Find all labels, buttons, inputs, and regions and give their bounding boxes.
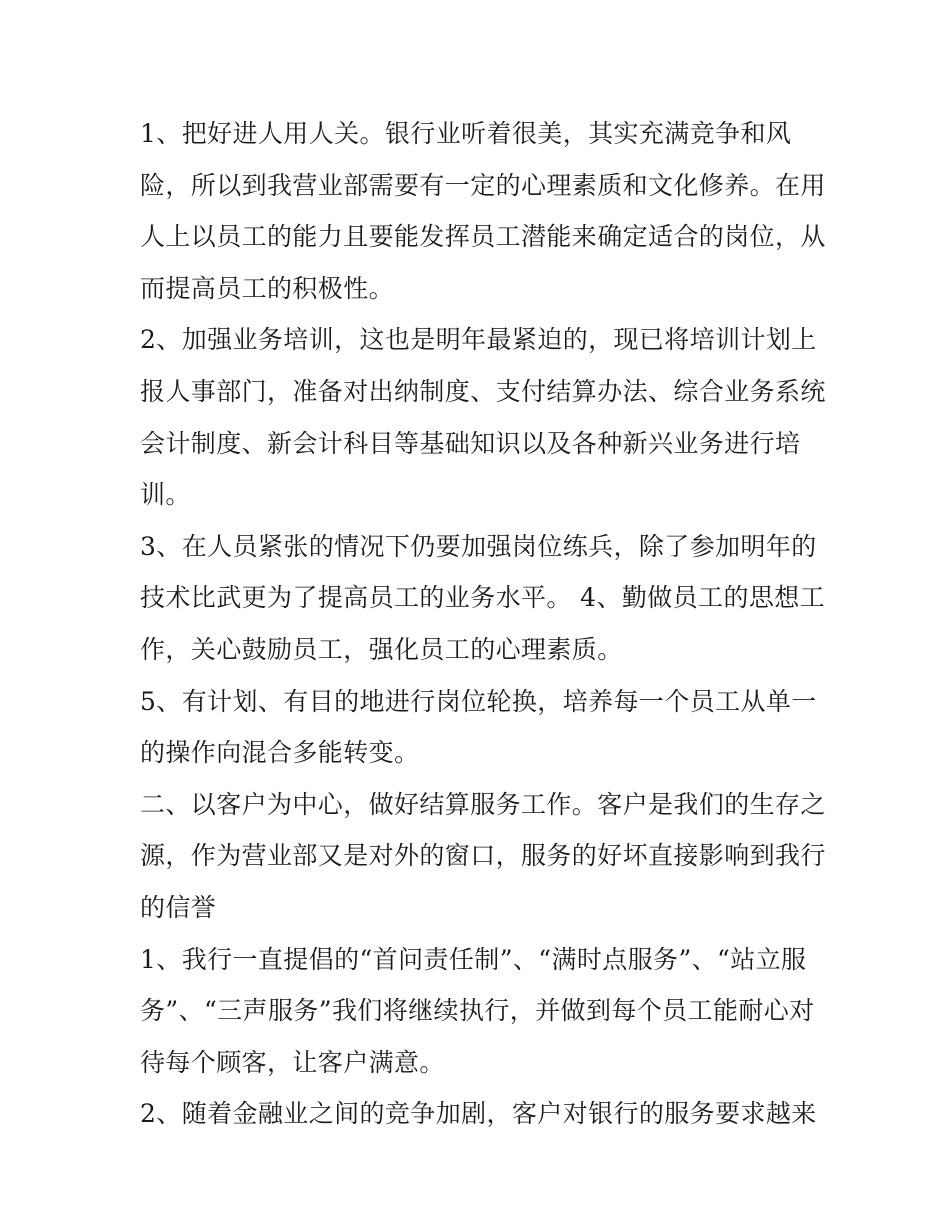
text-line: 的操作向混合多能转变。 (140, 738, 420, 768)
text-line: 会计制度、新会计科目等基础知识以及各种新兴业务进行培 (140, 428, 801, 458)
text-line: 3、在人员紧张的情况下仍要加强岗位练兵，除了参加明年的 (140, 531, 817, 561)
text-line: 5、有计划、有目的地进行岗位轮换，培养每一个员工从单一 (140, 686, 817, 716)
document-body (140, 108, 826, 1140)
text-line: 2、加强业务培训，这也是明年最紧迫的，现已将培训计划上 (140, 325, 817, 355)
text-line: 2、随着金融业之间的竞争加剧，客户对银行的服务要求越来 (140, 1099, 817, 1129)
text-line: 作，关心鼓励员工，强化员工的心理素质。 (140, 634, 623, 664)
text-line: 二、以客户为中心，做好结算服务工作。客户是我们的生存之 (140, 789, 826, 819)
text-line: 报人事部门，准备对出纳制度、支付结算办法、综合业务系统 (140, 376, 826, 406)
text-line: 的信誉 (140, 892, 217, 922)
text-line: 训。 (140, 480, 191, 510)
text-line: 人上以员工的能力且要能发挥员工潜能来确定适合的岗位，从 (140, 222, 826, 252)
text-line: 而提高员工的积极性。 (140, 273, 395, 303)
text-line: 险，所以到我营业部需要有一定的心理素质和文化修养。在用 (140, 170, 826, 200)
text-line: 1、把好进人用人关。银行业听着很美，其实充满竞争和风 (140, 119, 792, 148)
text-line: 源，作为营业部又是对外的窗口，服务的好坏直接影响到我行 (140, 841, 826, 871)
text-line: 待每个顾客，让客户满意。 (140, 1047, 445, 1077)
text-line: 1、我行一直提倡的“首问责任制”、“满时点服务”、“站立服 (140, 944, 807, 974)
text-line: 技术比武更为了提高员工的业务水平。 4、勤做员工的思想工 (140, 583, 826, 613)
text-line: 务”、“三声服务”我们将继续执行，并做到每个员工能耐心对 (140, 996, 815, 1026)
